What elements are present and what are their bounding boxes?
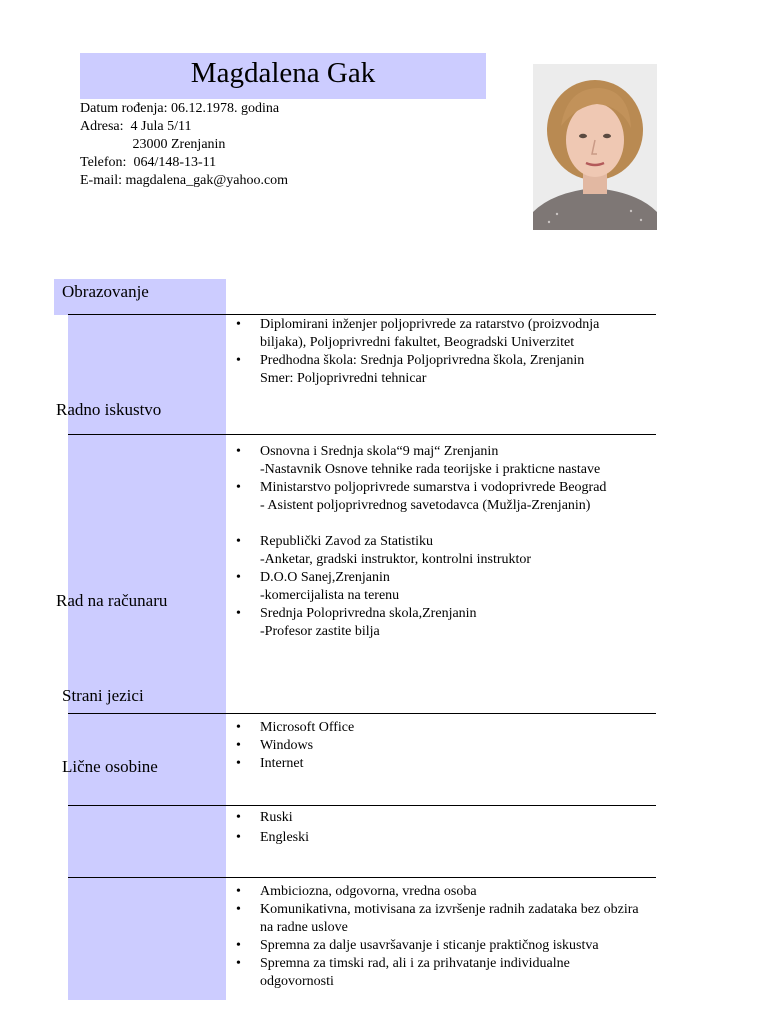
phone-line: Telefon: 064/148-13-11 [80, 155, 217, 170]
heading-obrazovanje: Obrazovanje [62, 282, 149, 301]
list-item: • Microsoft Office [232, 719, 642, 737]
city-line: 23000 Zrenjanin [80, 137, 226, 152]
birth-date-line: Datum rođenja: 06.12.1978. godina [80, 101, 280, 116]
email-line: E-mail: magdalena_gak@yahoo.com [80, 173, 289, 188]
experience-list [232, 443, 642, 641]
contact-info [80, 100, 288, 190]
list-item: • Srednja Poloprivredna skola,Zrenjanin -Profesor zastite bilja [232, 605, 642, 641]
heading-radno-iskustvo: Radno iskustvo [56, 400, 162, 419]
list-item: • Ambiciozna, odgovorna, vredna osoba [232, 883, 642, 901]
divider [68, 713, 656, 714]
personal-traits-list [232, 883, 642, 991]
list-item: • Internet [232, 755, 642, 773]
heading-strani-jezici: Strani jezici [62, 686, 144, 705]
list-item: • D.O.O Sanej,Zrenjanin -komercijalista na terenu [232, 569, 642, 605]
languages-list [232, 809, 642, 847]
divider [68, 314, 656, 315]
list-item: • Diplomirani inženjer poljoprivrede za ratarstvo (proizvodnja biljaka), Poljoprivredni fakultet, Beogradski Univerzitet [232, 316, 642, 352]
divider [68, 877, 656, 878]
list-item: • Ministarstvo poljoprivrede sumarstva i vodoprivrede Beograd - Asistent poljoprivrednog savetodavca (Mužlja-Zrenjanin) [232, 479, 642, 515]
list-item: • Osnovna i Srednja skola“9 maj“ Zrenjanin -Nastavnik Osnove tehnike rada teorijske i prakticne nastave [232, 443, 642, 479]
list-item: • Windows [232, 737, 642, 755]
list-item: • Predhodna škola: Srednja Poljoprivredna škola, Zrenjanin Smer: Poljoprivredni tehnicar [232, 352, 642, 388]
list-item: • Ruski [232, 809, 642, 827]
name-title: Magdalena Gak [80, 53, 486, 99]
list-item: • Spremna za timski rad, ali i za prihvatanje individualne odgovornosti [232, 955, 642, 991]
portrait-photo [533, 64, 657, 230]
computer-skills-list [232, 717, 642, 773]
divider [68, 805, 656, 806]
heading-rad-na-racunaru: Rad na računaru [56, 591, 168, 610]
heading-licne-osobine: Lične osobine [62, 757, 158, 776]
address-line: Adresa: 4 Jula 5/11 [80, 119, 192, 134]
education-list [232, 316, 642, 388]
list-item: • Republički Zavod za Statistiku -Anketar, gradski instruktor, kontrolni instruktor [232, 533, 642, 569]
list-item: • Komunikativna, motivisana za izvršenje radnih zadataka bez obzira na radne uslove [232, 901, 642, 937]
list-item: • Engleski [232, 829, 642, 847]
list-item: • Spremna za dalje usavršavanje i sticanje praktičnog iskustva [232, 937, 642, 955]
divider [68, 434, 656, 435]
